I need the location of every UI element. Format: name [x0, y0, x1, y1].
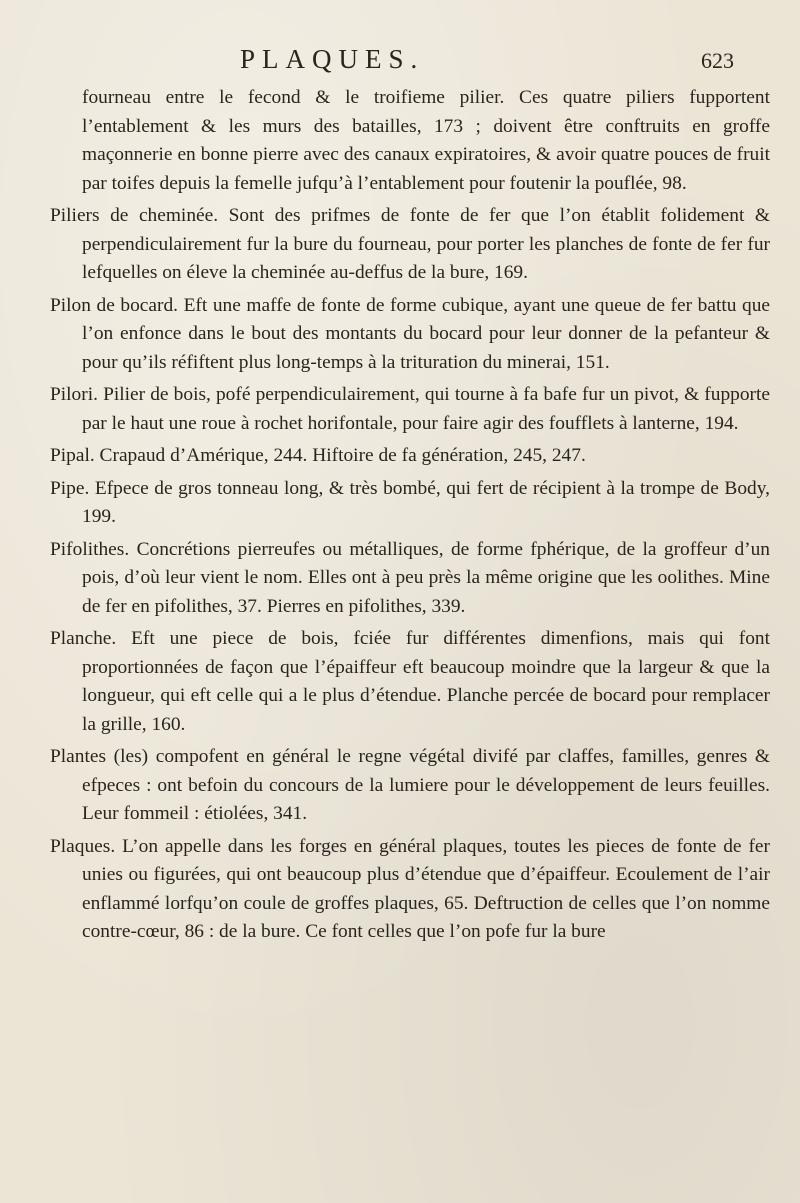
- glossary-entry-piliers-de-cheminee: Piliers de cheminée. Sont des prifmes de fonte de fer que l’on établit folidement & perpendiculairement fur la bure du fourneau, pour porter les planches de fonte de fer fur lefquelles on éleve la cheminée au-deffus de la bure, 169.: [50, 205, 770, 283]
- running-title: PLAQUES.: [240, 44, 425, 74]
- glossary-entry-plantes: Plantes (les) compofent en général le regne végétal divifé par claffes, familles, genres & efpeces : ont befoin du concours de la lumiere pour le développement de leurs feuilles. Leur fommeil : étiolées, 341.: [50, 746, 770, 824]
- glossary-entry-pipe: Pipe. Efpece de gros tonneau long, & très bombé, qui fert de récipient à la trompe de Body, 199.: [50, 477, 770, 527]
- glossary-text: [50, 84, 770, 951]
- page-number: 623: [701, 48, 734, 73]
- running-head: [0, 44, 800, 76]
- glossary-entry-pilori: Pilori. Pilier de bois, pofé perpendiculairement, qui tourne à fa bafe fur un pivot, & fupporte par le haut une roue à rochet horifontale, pour faire agir des foufflets à lanterne, 194.: [50, 384, 770, 434]
- glossary-entry-planche: Planche. Eft une piece de bois, fciée fur différentes dimenfions, mais qui font proportionnées de façon que l’épaiffeur eft beaucoup moindre que la largeur & que la longueur, qui eft celle qui a le plus d’étendue. Planche percée de bocard pour remplacer la grille, 160.: [50, 628, 770, 735]
- glossary-entry-pilon-de-bocard: Pilon de bocard. Eft une maffe de fonte de forme cubique, ayant une queue de fer battu que l’on enfonce dans le bout des montants du bocard pour leur donner de la pefanteur & pour qu’ils réfiftent plus long-temps à la trituration du minerai, 151.: [50, 294, 770, 373]
- glossary-entry-continued: fourneau entre le fecond & le troifieme pilier. Ces quatre piliers fupportent l’entablement & les murs des batailles, 173 ; doivent être conftruits en groffe maçonnerie en bonne pierre avec des canaux expiratoires, & avoir quatre pouces de fruit par toifes depuis la femelle jufqu’à l’entablement pour foutenir la pouflée, 98.: [82, 87, 770, 194]
- glossary-entry-pipal: Pipal. Crapaud d’Amérique, 244. Hiftoire de fa génération, 245, 247.: [50, 445, 586, 466]
- glossary-entry-plaques: Plaques. L’on appelle dans les forges en général plaques, toutes les pieces de fonte de fer unies ou figurées, qui ont beaucoup plus d’étendue que d’épaiffeur. Ecoulement de l’air enflammé lorfqu’on coule de groffes plaques, 65. Deftruction de celles que l’on nomme contre-cœur, 86 : de la bure. Ce font celles que l’on pofe fur la bure: [50, 835, 770, 942]
- glossary-entry-pisolithes: Pifolithes. Concrétions pierreufes ou métalliques, de forme fphérique, de la groffeur d’un pois, d’où leur vient le nom. Elles ont à peu près la même origine que les oolithes. Mine de fer en pifolithes, 37. Pierres en pifolithes, 339.: [50, 538, 770, 617]
